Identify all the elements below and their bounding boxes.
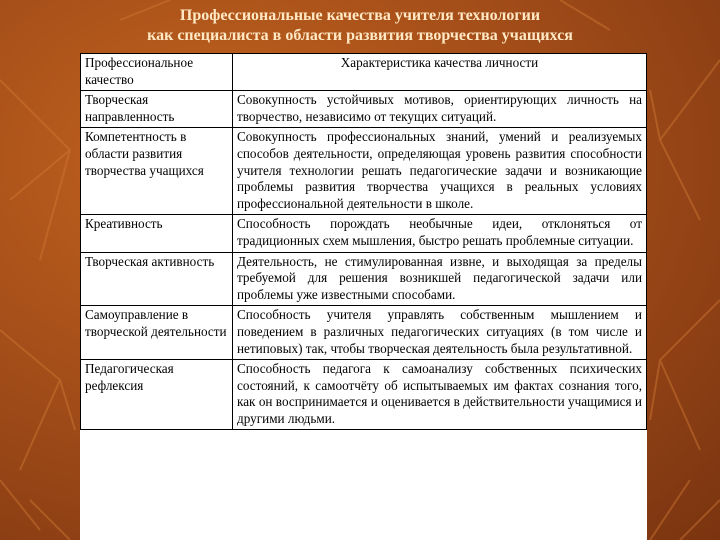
table-row xyxy=(81,91,647,128)
table-row xyxy=(81,252,647,306)
description-cell: Способность учителя управлять собственным мышлением и поведением в различных педагогических ситуациях (в том числе и нетиповых) так, чтобы творческая деятельность была результативной. xyxy=(233,306,647,360)
table-header-row xyxy=(81,54,647,91)
header-quality: Профессиональное качество xyxy=(81,54,233,91)
qualities-table-container xyxy=(80,53,647,540)
slide-title-line-2: как специалиста в области развития творчества учащихся xyxy=(147,27,573,44)
table-row xyxy=(81,360,647,430)
quality-cell: Творческая активность xyxy=(81,252,233,306)
description-cell: Совокупность устойчивых мотивов, ориентирующих личность на творчество, независимо от текущих ситуаций. xyxy=(233,91,647,128)
quality-cell: Педагогическая рефлексия xyxy=(81,360,233,430)
description-cell: Деятельность, не стимулированная извне, и выходящая за пределы требуемой для решения возникшей педагогической задачи или проблемы уже известными способами. xyxy=(233,252,647,306)
quality-cell: Креативность xyxy=(81,215,233,252)
description-cell: Совокупность профессиональных знаний, умений и реализуемых способов деятельности, определяющая уровень развития способности учителя технологии решать педагогические задачи и возникающие проблемы развития творчества учащихся в реальных условиях профессиональной деятельности в школе. xyxy=(233,128,647,215)
quality-cell: Компетентность в области развития творчества учащихся xyxy=(81,128,233,215)
slide-title xyxy=(0,6,720,46)
slide-title-line-1: Профессиональные качества учителя технологии xyxy=(179,7,541,24)
qualities-table xyxy=(80,53,647,430)
quality-cell: Самоуправление в творческой деятельности xyxy=(81,306,233,360)
table-row xyxy=(81,215,647,252)
quality-cell: Творческая направленность xyxy=(81,91,233,128)
description-cell: Способность педагога к самоанализу собственных психических состояний, к самоотчёту об испытываемых им фактах сознания того, как он воспринимается и оценивается в действительности учащимися и другими людьми. xyxy=(233,360,647,430)
description-cell: Способность порождать необычные идеи, отклоняться от традиционных схем мышления, быстро решать проблемные ситуации. xyxy=(233,215,647,252)
header-characteristic: Характеристика качества личности xyxy=(233,54,647,91)
table-row xyxy=(81,306,647,360)
table-row xyxy=(81,128,647,215)
